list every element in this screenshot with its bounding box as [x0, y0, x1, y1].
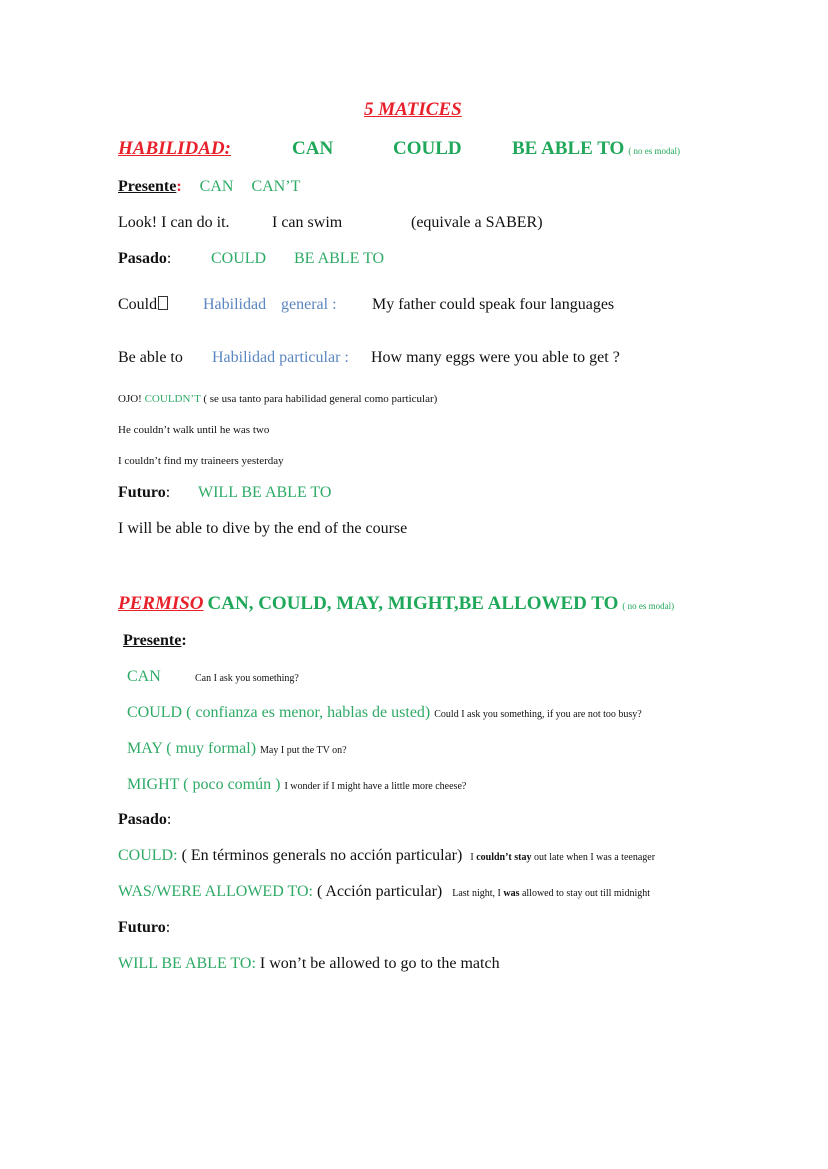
pasado-example-1: He couldn’t walk until he was two [118, 424, 270, 436]
permiso-item-row [127, 704, 642, 722]
permiso-note: ( no es modal) [622, 601, 675, 611]
example-bold: was [503, 888, 520, 899]
presente-example-note: (equivale a SABER) [411, 214, 543, 231]
ojo-prefix: OJO! [118, 393, 142, 405]
permiso-item-example: I wonder if I might have a little more cheese? [284, 781, 467, 792]
permiso-futuro-colon: : [165, 919, 171, 936]
permiso-presente-row [123, 632, 187, 650]
habilidad-modal-can: CAN [292, 138, 334, 159]
permiso-modals: CAN, COULD, MAY, MIGHT,BE ALLOWED TO [207, 593, 619, 614]
pasado-example-2: I couldn’t find my traineers yesterday [118, 455, 284, 467]
permiso-futuro-row [118, 919, 170, 937]
permiso-item-form: COULD ( confianza es menor, hablas de usted) [127, 704, 431, 721]
permiso-heading-row [118, 593, 674, 615]
example-bold: couldn’t stay [476, 852, 532, 863]
permiso-futuro-example: I won’t be allowed to go to the match [255, 955, 500, 972]
be-able-term: Be able to [118, 349, 183, 366]
habilidad-modal-be-able-row [512, 138, 680, 160]
habilidad-heading-row [118, 138, 231, 160]
permiso-item-form: CAN [127, 668, 161, 685]
pasado-form-be-able: BE ABLE TO [294, 250, 385, 267]
presente-label: Presente [118, 178, 177, 195]
habilidad-heading: HABILIDAD [118, 138, 225, 159]
could-term: Could [118, 296, 158, 313]
permiso-could-form: COULD: [118, 847, 178, 864]
pasado-colon: : [166, 250, 172, 267]
example-text: Last night, I [452, 888, 504, 899]
could-type-general: general : [281, 296, 337, 313]
permiso-item-form: MAY ( muy formal) [127, 740, 257, 757]
could-example: My father could speak four languages [372, 296, 615, 313]
permiso-was-desc: ( Acción particular) [316, 883, 443, 900]
permiso-futuro-form: WILL BE ABLE TO: [118, 955, 256, 972]
habilidad-modal-could: COULD [393, 138, 462, 159]
habilidad-pasado-row [118, 250, 171, 268]
permiso-pasado-colon: : [166, 811, 172, 828]
permiso-item-row [127, 740, 347, 758]
permiso-pasado-label: Pasado [118, 811, 167, 828]
futuro-form: WILL BE ABLE TO [198, 484, 332, 501]
document-title: 5 MATICES [364, 99, 462, 120]
presente-example-2: I can swim [272, 214, 343, 231]
presente-example-1: Look! I can do it. [118, 214, 230, 231]
ojo-row [118, 393, 437, 405]
permiso-pasado-row [118, 811, 171, 829]
habilidad-colon: : [224, 138, 231, 159]
permiso-item-example: Could I ask you something, if you are not too busy? [434, 709, 642, 720]
permiso-was-form: WAS/WERE ALLOWED TO: [118, 883, 313, 900]
presente-colon: : [176, 178, 182, 195]
example-text: out late when I was a teenager [531, 852, 656, 863]
futuro-colon: : [165, 484, 171, 501]
habilidad-modal-be-able: BE ABLE TO [512, 138, 625, 159]
example-text: allowed to stay out till midnight [519, 888, 651, 899]
missing-glyph-icon [158, 296, 168, 310]
ojo-form: COULDN’T [144, 393, 201, 405]
permiso-item-example: Can I ask you something? [195, 673, 299, 684]
permiso-pasado-could-row [118, 847, 655, 865]
could-type-habilidad: Habilidad [203, 296, 267, 313]
presente-form-cant: CAN’T [251, 178, 301, 195]
permiso-was-example [452, 888, 650, 899]
could-row-term [118, 296, 168, 314]
be-able-type: Habilidad particular : [212, 349, 349, 366]
permiso-futuro-example-row [118, 955, 500, 973]
pasado-label: Pasado [118, 250, 167, 267]
permiso-item-row [127, 776, 466, 794]
permiso-futuro-label: Futuro [118, 919, 166, 936]
example-text: I [470, 852, 477, 863]
permiso-presente-label: Presente [123, 632, 182, 649]
permiso-item-form: MIGHT ( poco común ) [127, 776, 281, 793]
habilidad-note: ( no es modal) [628, 146, 681, 156]
permiso-pasado-was-row [118, 883, 650, 901]
permiso-could-desc: ( En términos generals no acción particular) [181, 847, 463, 864]
pasado-form-could: COULD [211, 250, 267, 267]
permiso-item-example: May I put the TV on? [260, 745, 347, 756]
habilidad-futuro-row [118, 484, 170, 502]
permiso-could-example [470, 852, 655, 863]
permiso-presente-colon: : [181, 632, 187, 649]
ojo-text: ( se usa tanto para habilidad general como particular) [203, 393, 438, 405]
presente-form-can: CAN [199, 178, 234, 195]
be-able-example: How many eggs were you able to get ? [371, 349, 620, 366]
habilidad-presente-row [118, 178, 300, 196]
futuro-example: I will be able to dive by the end of the course [118, 520, 408, 537]
futuro-label: Futuro [118, 484, 166, 501]
permiso-heading: PERMISO [118, 593, 204, 614]
